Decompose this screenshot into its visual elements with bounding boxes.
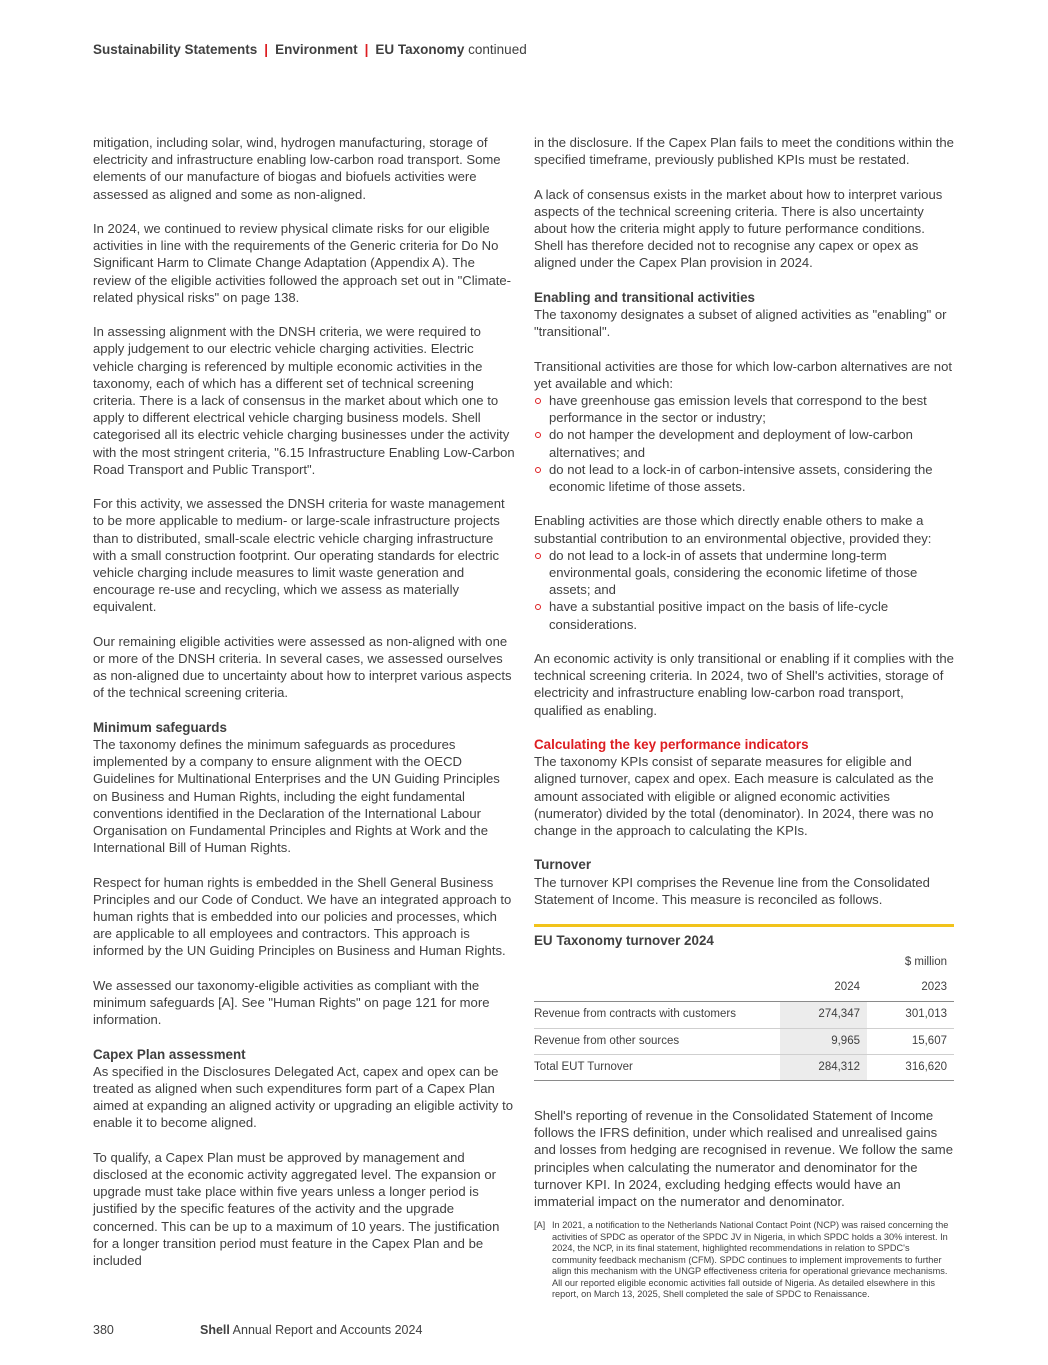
table-title: EU Taxonomy turnover 2024 [534,933,714,949]
paragraph: mitigation, including solar, wind, hydrogen manufacturing, storage of electricity and infrastructure enabling low-carbon road transport. Some elements of our manufacture of biogas and biofuels activities were assessed as aligned and some as non-aligned. [93,135,501,202]
paragraph: An economic activity is only transitional or enabling if it complies with the technical screening criteria. In 2024, two of Shell's activities, storage of electricity and infrastructure enabling low-carbon road transport, qualified as enabling. [534,651,954,718]
paragraph: The taxonomy designates a subset of aligned activities as "enabling" or "transitional". [534,307,947,340]
table-header-2024: 2024 [780,975,867,1002]
breadcrumb-continued: continued [468,42,527,57]
table-header-2023: 2023 [867,975,954,1002]
paragraph: The taxonomy KPIs consist of separate measures for eligible and aligned turnover, capex and opex. Each measure is calculated as the amount associated with eligible or aligned economic activities (numerator) divided by the total (denominator). In 2024, there was no change in the approach to calculating the KPIs. [534,754,934,839]
paragraph: In assessing alignment with the DNSH criteria, we were required to apply judgement to our electric vehicle charging activities. Electric vehicle charging is referenced by multiple economic activities in the taxonomy, each of which has a different set of technical screening criteria. There is a lack of consensus in the market about which one to apply to different electrical vehicle charging business models. Shell categorised all its electric vehicle charging businesses under the activity with the most stringent criteria, "6.15 Infrastructure Enabling Low-Carbon Road Transport and Public Transport". [93,324,515,477]
paragraph: Shell's reporting of revenue in the Consolidated Statement of Income follows the IFRS definition, under which realised and unrealised gains and losses from hedging are recognised in revenue. We follow the same principles when calculating the numerator and denominator for the turnover KPI. In 2024, excluding hedging effects would have an immaterial impact on the numerator and denominator. [534,1108,953,1210]
cell-2023: 301,013 [867,1002,954,1028]
left-column [93,134,515,1286]
breadcrumb-environment[interactable]: Environment [275,42,358,57]
enabling-criteria-list [534,547,954,633]
list-item: do not lead to a lock-in of assets that undermine long-term environmental goals, considering the economic lifetime of those assets; and [534,547,954,599]
page-footer [93,1323,422,1337]
cell-2023: 316,620 [867,1054,954,1080]
breadcrumb-separator: | [264,42,269,57]
list-item: have a substantial positive impact on the basis of life-cycle considerations. [534,598,954,632]
paragraph: In 2024, we continued to review physical climate risks for our eligible activities in line with the requirements of the Generic criteria for Do No Significant Harm to Climate Change Adaptation (Appendix A). The review of the eligible activities followed the approach set out in "Climate-related physical risks" on page 138. [93,221,512,305]
row-label: Total EUT Turnover [534,1054,780,1080]
heading-kpi: Calculating the key performance indicators [534,737,809,753]
footnote-mark: [A] [534,1220,546,1231]
paragraph: Enabling activities are those which directly enable others to make a substantial contribution to an environmental objective, provided they: [534,513,932,546]
cell-2024: 274,347 [780,1002,867,1028]
heading-enabling-transitional: Enabling and transitional activities [534,289,755,305]
breadcrumb-separator: | [364,42,369,57]
right-column [534,134,954,1301]
footer-brand: Shell [200,1323,230,1337]
paragraph: As specified in the Disclosures Delegated Act, capex and opex can be treated as aligned when such expenditures form part of a Capex Plan aimed at expanding an aligned activity or upgrading an eligible activity to enable it to become aligned. [93,1063,513,1131]
paragraph: The taxonomy defines the minimum safeguards as procedures implemented by a company to ensure alignment with the OECD Guidelines for Multinational Enterprises and the UN Guiding Principles on Business and Human Rights, including the eight fundamental conventions identified in the Declaration of the International Labour Organisation on Fundamental Principles and Rights at Work and the International Bill of Human Rights. [93,737,500,856]
breadcrumb-sustainability[interactable]: Sustainability Statements [93,42,258,57]
paragraph: We assessed our taxonomy-eligible activities as compliant with the minimum safeguards [A]. See "Human Rights" on page 121 for more information. [93,977,490,1028]
heading-turnover: Turnover [534,857,592,873]
paragraph: A lack of consensus exists in the market about how to interpret various aspects of the technical screening criteria. There is also uncertainty about how the criteria might apply to future performance conditions. Shell has therefore decided not to recognise any capex or opex as aligned under the Capex Plan provision in 2024. [534,186,943,271]
table-unit: $ million [904,956,947,969]
heading-capex-plan: Capex Plan assessment [93,1046,246,1062]
cell-2023: 15,607 [867,1028,954,1054]
paragraph: in the disclosure. If the Capex Plan fails to meet the conditions within the specified timeframe, previously published KPIs must be restated. [534,135,954,168]
turnover-table [534,950,954,1081]
list-item: have greenhouse gas emission levels that correspond to the best performance in the sector or industry; [534,392,954,426]
table-row-total [534,1054,954,1080]
table-row [534,1028,954,1054]
paragraph: Transitional activities are those for which low-carbon alternatives are not yet available and which: [534,358,952,391]
cell-2024: 284,312 [780,1054,867,1080]
paragraph: The turnover KPI comprises the Revenue line from the Consolidated Statement of Income. This measure is reconciled as follows. [534,874,930,907]
transitional-criteria-list [534,392,954,495]
turnover-table-block [534,924,954,1081]
footer-report-title: Annual Report and Accounts 2024 [232,1323,423,1337]
paragraph: Respect for human rights is embedded in the Shell General Business Principles and our Code of Conduct. We have an integrated approach to human rights that is embedded into our policies and processes, which are applicable to all employees and contractors. This approach is informed by the UN Guiding Principles on Business and Human Rights. [93,874,512,959]
table-unit-row [534,950,954,975]
footnote-text: In 2021, a notification to the Netherlands National Contact Point (NCP) was raised concerning the activities of SPDC as operator of the SPDC JV in Nigeria, in which SPDC holds a 30% interest. In 2024, the NCP, in its final statement, highlighted recommendations in relation to SPDC's community feedback mechanism (CFM). SPDC continues to implement improvements to further align this mechanism with the UNGP effectiveness criteria for operational grievance mechanisms. All our reported eligible economic activities fall outside of Nigeria. As detailed elsewhere in this report, on March 13, 2025, Shell completed the sale of SPDC to Renaissance. [552,1220,949,1300]
footnote [534,1220,954,1301]
table-header-row [534,975,954,1002]
breadcrumb [93,42,527,57]
cell-2024: 9,965 [780,1028,867,1054]
row-label: Revenue from other sources [534,1028,780,1054]
row-label: Revenue from contracts with customers [534,1002,780,1028]
paragraph: Our remaining eligible activities were assessed as non-aligned with one or more of the DNSH criteria. In several cases, we assessed ourselves as non-aligned due to uncertainty about how to interpret various aspects of the technical screening criteria. [93,633,512,701]
list-item: do not lead to a lock-in of carbon-intensive assets, considering the economic lifetime of those assets. [534,461,954,495]
paragraph: To qualify, a Capex Plan must be approved by management and disclosed at the economic activity aggregated level. The expansion or upgrade must take place within five years unless a longer period is justified by the specific features of the activity and the upgrade concerned. This can be up to a maximum of 10 years. The justification for a longer transition period must feature in the Capex Plan and be included [93,1149,500,1269]
list-item: do not hamper the development and deployment of low-carbon alternatives; and [534,426,954,460]
page-number: 380 [93,1323,114,1337]
heading-minimum-safeguards: Minimum safeguards [93,719,227,735]
breadcrumb-eu-taxonomy[interactable]: EU Taxonomy [375,42,465,57]
table-row [534,1002,954,1028]
paragraph: For this activity, we assessed the DNSH criteria for waste management to be more applicable to medium- or large-scale infrastructure projects than to distributed, small-scale electric vehicle charging infrastructure with a small construction footprint. Our operating standards for electric vehicle charging include measures to limit waste generation and encourage re-use and recycling, which we assess as materially equivalent. [93,496,505,615]
